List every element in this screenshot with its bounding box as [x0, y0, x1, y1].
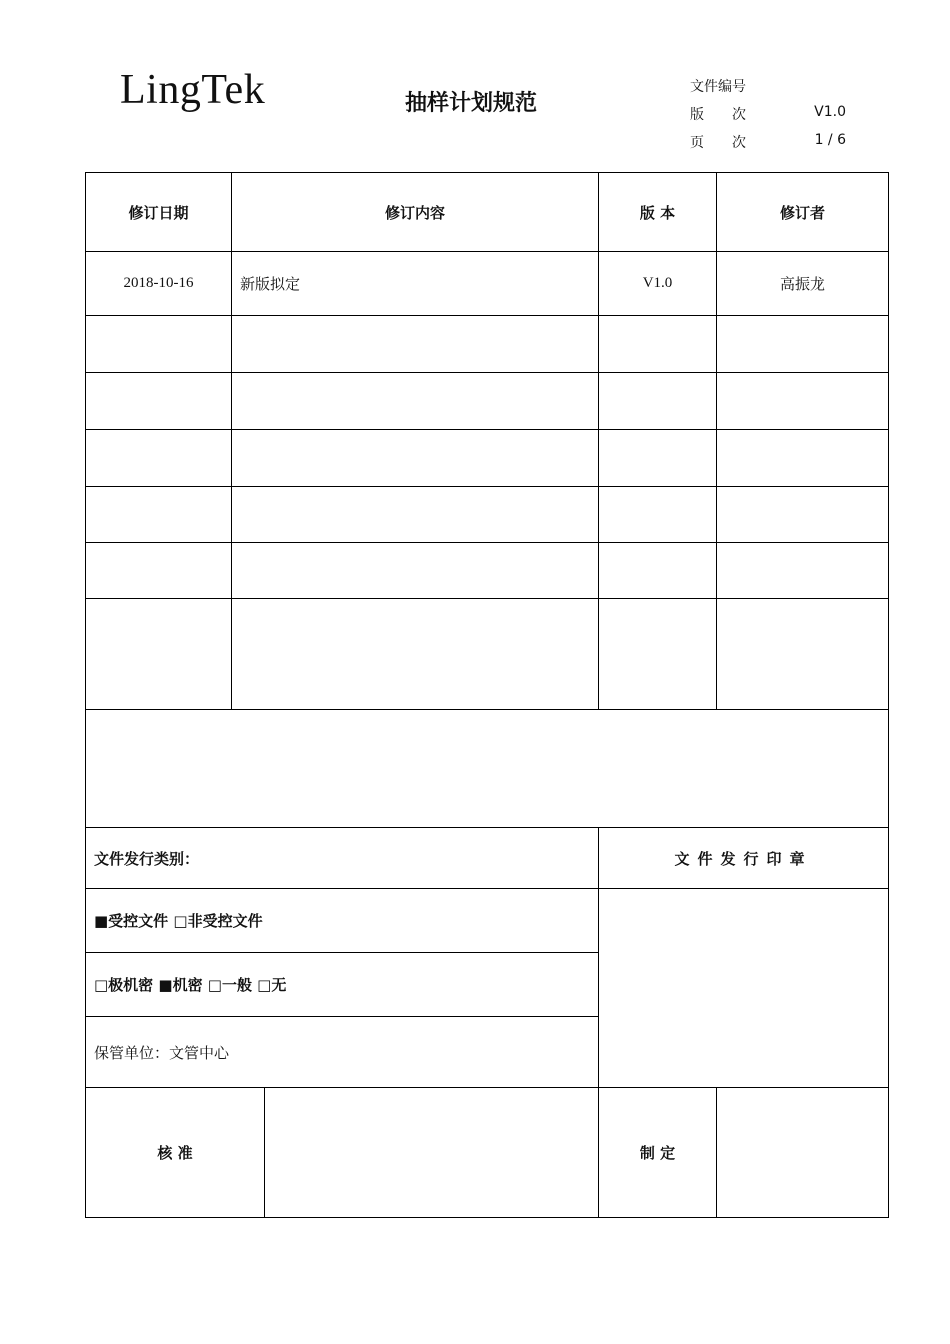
revision-version: V1.0	[599, 252, 717, 316]
col-header-content: 修订内容	[232, 173, 599, 252]
meta-value: 1 / 6	[814, 132, 846, 148]
table-row	[86, 373, 889, 430]
table-row	[86, 599, 889, 710]
table-row	[86, 252, 889, 316]
approval-row	[86, 1088, 889, 1218]
release-control-row	[86, 889, 889, 953]
release-header-row	[86, 828, 889, 889]
meta-value: V1.0	[814, 104, 846, 120]
table-header-row	[86, 173, 889, 252]
custodian-unit: 保管单位：文管中心	[86, 1017, 599, 1088]
release-category-label: 文件发行类别：	[86, 828, 599, 889]
col-header-date: 修订日期	[86, 173, 232, 252]
meta-label: 页 次	[690, 135, 746, 151]
meta-label: 版 次	[690, 107, 746, 123]
approve-signature-area	[265, 1088, 599, 1218]
revision-content: 新版拟定	[232, 252, 599, 316]
table-row	[86, 487, 889, 543]
company-logo: LingTek	[120, 67, 266, 113]
revision-date: 2018-10-16	[86, 252, 232, 316]
document-title: 抽样计划规范	[405, 91, 538, 116]
revision-table	[85, 172, 889, 1218]
secrecy-level-options: □极机密 ■机密 □一般 □无	[86, 953, 599, 1017]
table-row	[86, 430, 889, 487]
col-header-reviser: 修订者	[717, 173, 889, 252]
blank-section	[86, 710, 889, 828]
table-row	[86, 316, 889, 373]
meta-label: 文件编号	[690, 79, 746, 95]
prepare-label: 制 定	[599, 1088, 717, 1218]
col-header-version: 版 本	[599, 173, 717, 252]
release-stamp-label: 文件发行印章	[599, 828, 889, 889]
approve-label: 核 准	[86, 1088, 265, 1218]
release-stamp-area	[599, 889, 889, 1088]
table-row	[86, 543, 889, 599]
revision-reviser: 高振龙	[717, 252, 889, 316]
prepare-signature-area	[717, 1088, 889, 1218]
control-type-options: ■受控文件 □非受控文件	[86, 889, 599, 953]
